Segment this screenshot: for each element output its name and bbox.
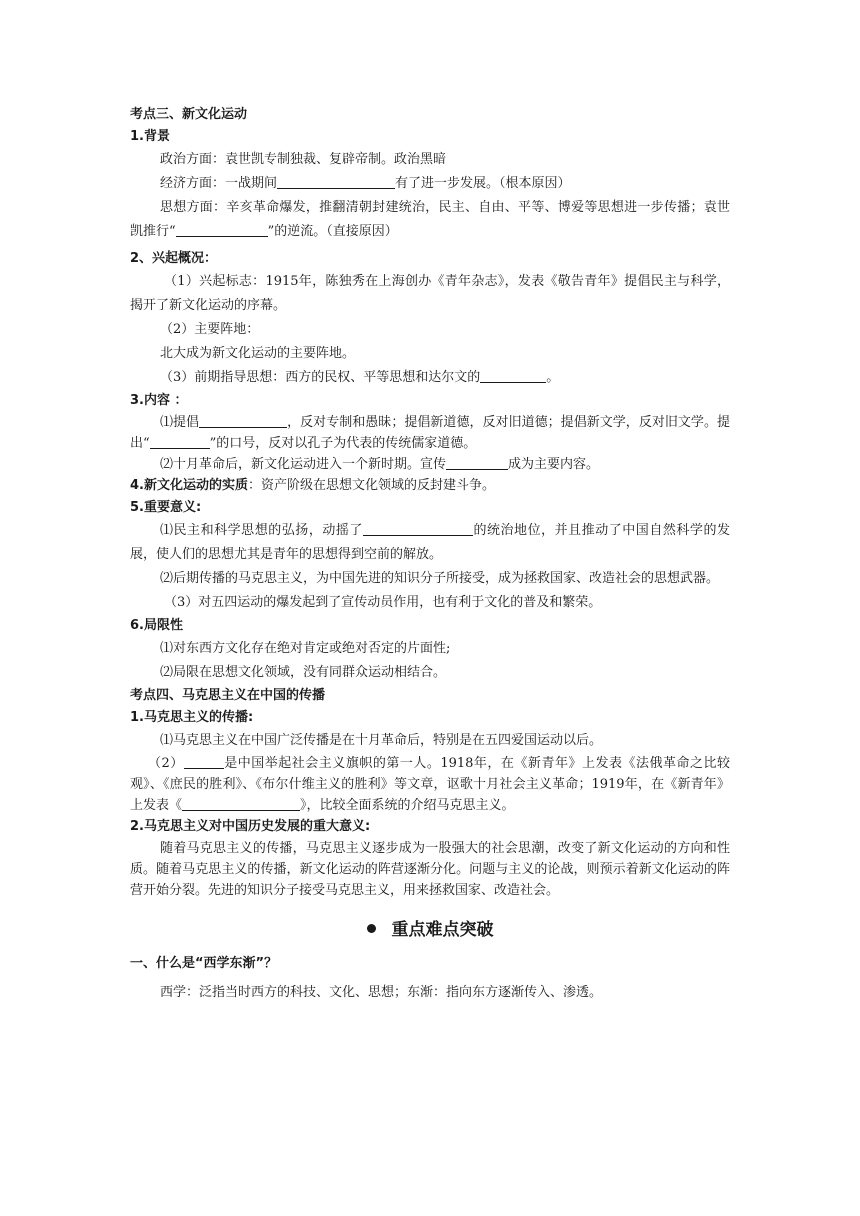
fill-blank (176, 222, 268, 237)
rise-heading: 2、兴起概况： (130, 251, 218, 266)
content-item-2: ⑵十月革命后，新文化运动进入一个新时期。宣传 成为主要内容。 (160, 457, 600, 472)
significance-item-3: （3）对五四运动的爆发起到了宣传动员作用，也有利于文化的普及和繁荣。 (164, 595, 602, 610)
fill-blank (363, 521, 473, 536)
question-1: 一、什么是“西学东渐”？ (130, 956, 278, 971)
rise-item-3: （3）前期指导思想：西方的民权、平等思想和达尔文的 。 (160, 370, 560, 385)
fill-blank (277, 174, 395, 189)
limitation-heading: 6.局限性 (130, 618, 183, 633)
document-content (130, 104, 730, 1005)
spread-item-2: （2） 是中国举起社会主义旗帜的第一人。1918年，在《新青年》上发表《法俄革命之比较观》、《庶民的胜利》、《布尔什维主义的胜利》等文章，讴歌十月社会主义革命；1919年，在《新青年》上发表《 》，比较全面系统的介绍马克思主义。 (130, 756, 730, 813)
section-title-3: 考点三、新文化运动 (130, 107, 248, 122)
background-heading: 1.背景 (130, 129, 170, 144)
significance-item-2: ⑵后期传播的马克思主义，为中国先进的知识分子所接受，成为拯救国家、改造社会的思想武器。 (160, 571, 720, 586)
content-heading: 3.内容 ： (130, 393, 188, 408)
fill-blank (182, 796, 300, 811)
spread-heading: 1.马克思主义的传播: (130, 710, 254, 725)
significance-item-1: ⑴民主和科学思想的弘扬，动摇了 的统治地位，并且推动了中国自然科学的发展，使人们的思想尤其是青年的思想得到空前的解放。 (130, 523, 730, 562)
limitation-item-2: ⑵局限在思想文化领域，没有同群众运动相结合。 (160, 665, 447, 680)
fill-blank (480, 368, 546, 383)
significance-heading: 5.重要意义: (130, 500, 202, 515)
influence-heading: 2.马克思主义对中国历史发展的重大意义: (130, 819, 371, 834)
fill-blank (446, 455, 508, 470)
politics-line: 政治方面：袁世凯专制独裁、复辟帝制。政治黑暗 (160, 152, 447, 167)
section-title-4: 考点四、马克思主义在中国的传播 (130, 688, 326, 703)
rise-item-2: （2）主要阵地： (160, 322, 260, 337)
spread-item-1: ⑴马克思主义在中国广泛传播是在十月革命后，特别是在五四爱国运动以后。 (160, 733, 603, 748)
key-points-title: 重点难点突破 (130, 915, 730, 945)
answer-1: 西学：泛指当时西方的科技、文化、思想；东渐：指向东方逐渐传入、渗透。 (160, 985, 603, 1000)
fill-blank (184, 754, 224, 769)
fill-blank (199, 413, 287, 428)
influence-paragraph: 随着马克思主义的传播，马克思主义逐步成为一股强大的社会思潮，改变了新文化运动的方向和性质。随着马克思主义的传播，新文化运动的阵营逐渐分化。问题与主义的论战，则预示着新文化运动的阵营开始分裂。先进的知识分子接受马克思主义，用来拯救国家、改造社会。 (130, 841, 730, 898)
limitation-item-1: ⑴对东西方文化存在绝对肯定或绝对否定的片面性; (160, 641, 451, 656)
economy-line: 经济方面：一战期间 有了进一步发展。（根本原因） (160, 176, 571, 191)
nature-line: 4.新文化运动的实质：资产阶级在思想文化领域的反封建斗争。 (130, 478, 495, 493)
ideology-line: 思想方面：辛亥革命爆发，推翻清朝封建统治，民主、自由、平等、博爱等思想进一步传播；袁世凯推行“ ”的逆流。（直接原因） (130, 200, 730, 239)
rise-item-2b: 北大成为新文化运动的主要阵地。 (160, 346, 356, 361)
bullet-icon (367, 924, 376, 933)
content-item-1: ⑴提倡 ，反对专制和愚昧；提倡新道德，反对旧道德；提倡新文学，反对旧文学。提出“ ”的口号，反对以孔子为代表的传统儒家道德。 (130, 415, 730, 451)
rise-item-1: （1）兴起标志：1915年，陈独秀在上海创办《青年杂志》，发表《敬告青年》提倡民主与科学，揭开了新文化运动的序幕。 (130, 274, 730, 313)
fill-blank (150, 434, 210, 449)
